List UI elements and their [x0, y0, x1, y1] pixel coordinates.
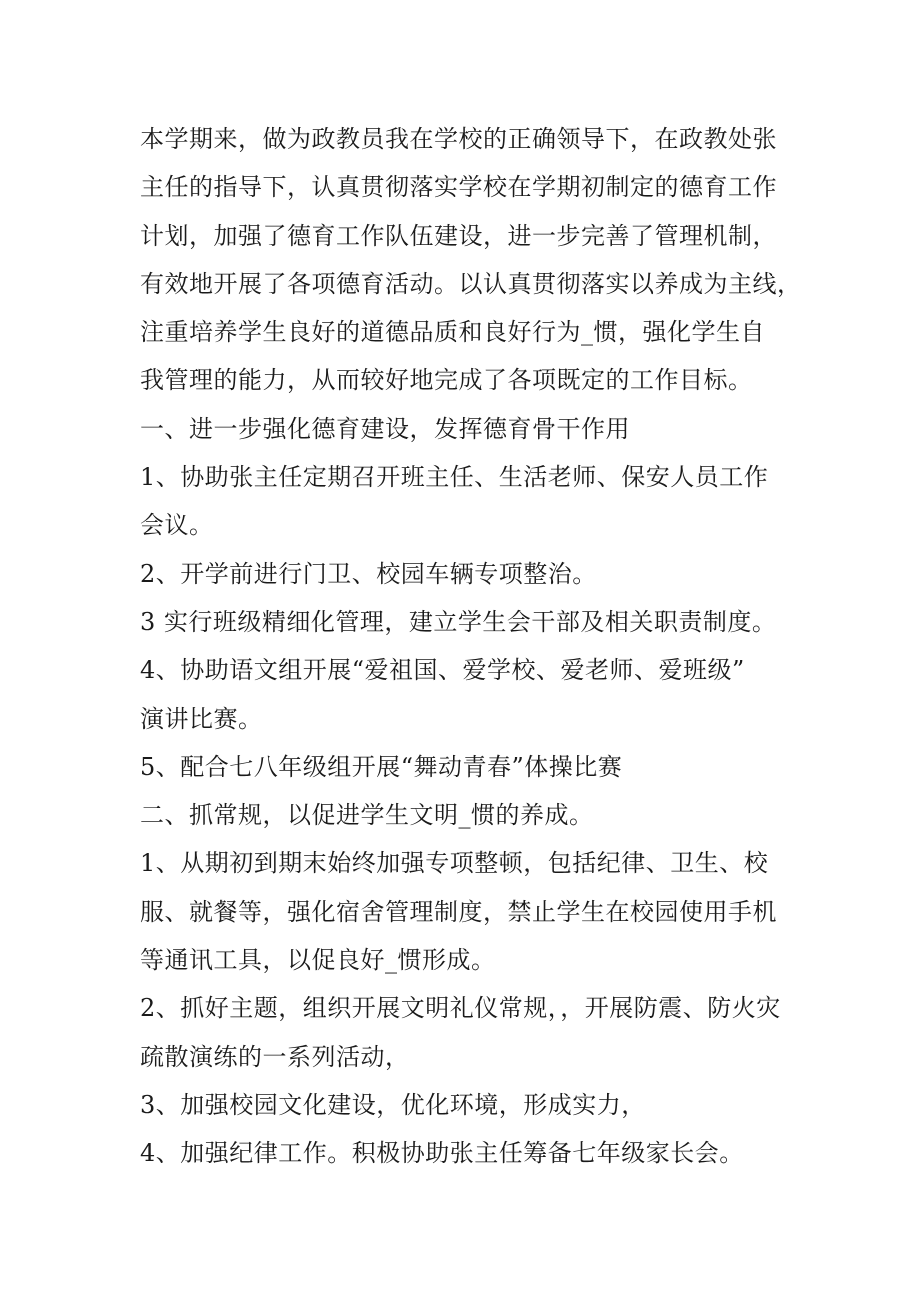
list-item: 3、加强校园文化建设，优化环境，形成实力，	[140, 1090, 646, 1119]
list-item-continuation: 演讲比赛。	[140, 704, 263, 733]
list-item-continuation: 会议。	[140, 511, 214, 540]
text-line: 注重培养学生良好的道德品质和良好行为_惯，强化学生自	[140, 318, 765, 347]
section-heading-1: 一、进一步强化德育建设，发挥德育骨干作用	[140, 414, 630, 443]
document-body	[140, 115, 802, 1178]
list-item: 3 实行班级精细化管理，建立学生会干部及相关职责制度。	[140, 607, 777, 636]
list-item: 1、协助张主任定期召开班主任、生活老师、保安人员工作	[140, 463, 769, 492]
list-item-continuation: 等通讯工具，以促良好_惯形成。	[140, 946, 496, 975]
text-line: 我管理的能力，从而较好地完成了各项既定的工作目标。	[140, 366, 753, 395]
list-item: 2、抓好主题，组织开展文明礼仪常规，，开展防震、防火灾	[140, 994, 781, 1023]
list-item-continuation: 疏散演练的一系列活动，	[140, 1042, 410, 1071]
list-item: 5、配合七八年级组开展“舞动青春”体操比赛	[140, 752, 623, 781]
text-line: 有效地开展了各项德育活动。以认真贯彻落实以养成为主线，	[140, 269, 802, 298]
list-item: 4、加强纪律工作。积极协助张主任筹备七年级家长会。	[140, 1139, 744, 1168]
text-line: 计划，加强了德育工作队伍建设，进一步完善了管理机制，	[140, 221, 777, 250]
text-line: 主任的指导下，认真贯彻落实学校在学期初制定的德育工作	[140, 173, 777, 202]
text-line: 本学期来，做为政教员我在学校的正确领导下，在政教处张	[140, 125, 777, 153]
list-item: 1、从期初到期末始终加强专项整顿，包括纪律、卫生、校	[140, 849, 769, 878]
list-item-continuation: 服、就餐等，强化宿舍管理制度，禁止学生在校园使用手机	[140, 897, 777, 926]
list-item: 2、开学前进行门卫、校园车辆专项整治。	[140, 559, 597, 588]
list-item: 4、协助语文组开展“爱祖国、爱学校、爱老师、爱班级”	[140, 656, 745, 685]
section-heading-2: 二、抓常规，以促进学生文明_惯的养成。	[140, 801, 594, 830]
